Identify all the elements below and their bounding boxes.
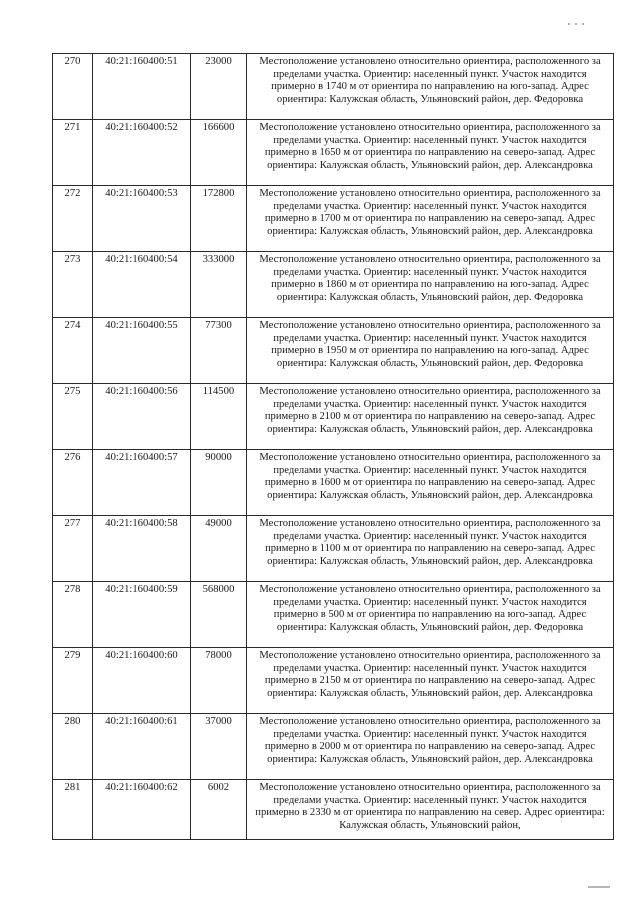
location-description: Местоположение установлено относительно ориентира, расположенного за пределами участка. Ориентир: населенный пункт. Участок находится примерно в 2150 м от ориентира по направлению на северо-запад. Адрес ориентира: Калужская область, Ульяновский район, дер. Александровка <box>247 648 614 714</box>
row-number: 272 <box>53 186 93 252</box>
scan-artifact <box>568 12 598 16</box>
table-row <box>53 252 614 318</box>
cadastral-number: 40:21:160400:61 <box>93 714 191 780</box>
parcel-area: 333000 <box>191 252 247 318</box>
row-number: 273 <box>53 252 93 318</box>
table-row <box>53 648 614 714</box>
cadastral-number: 40:21:160400:59 <box>93 582 191 648</box>
parcel-area: 166600 <box>191 120 247 186</box>
cadastral-number: 40:21:160400:52 <box>93 120 191 186</box>
parcel-area: 114500 <box>191 384 247 450</box>
table-row <box>53 780 614 840</box>
parcel-area: 23000 <box>191 54 247 120</box>
location-description: Местоположение установлено относительно ориентира, расположенного за пределами участка. Ориентир: населенный пункт. Участок находится примерно в 1650 м от ориентира по направлению на северо-запад. Адрес ориентира: Калужская область, Ульяновский район, дер. Александровка <box>247 120 614 186</box>
row-number: 274 <box>53 318 93 384</box>
row-number: 276 <box>53 450 93 516</box>
table-row <box>53 186 614 252</box>
scan-artifact <box>588 886 610 888</box>
parcel-area: 90000 <box>191 450 247 516</box>
parcel-area: 78000 <box>191 648 247 714</box>
cadastral-number: 40:21:160400:54 <box>93 252 191 318</box>
location-description: Местоположение установлено относительно ориентира, расположенного за пределами участка. Ориентир: населенный пункт. Участок находится примерно в 1740 м от ориентира по направлению на юго-запад. Адрес ориентира: Калужская область, Ульяновский район, дер. Федоровка <box>247 54 614 120</box>
parcel-area: 37000 <box>191 714 247 780</box>
location-description: Местоположение установлено относительно ориентира, расположенного за пределами участка. Ориентир: населенный пункт. Участок находится примерно в 1700 м от ориентира по направлению на северо-запад. Адрес ориентира: Калужская область, Ульяновский район, дер. Александровка <box>247 186 614 252</box>
row-number: 278 <box>53 582 93 648</box>
parcel-area: 6002 <box>191 780 247 840</box>
table-row <box>53 120 614 186</box>
row-number: 270 <box>53 54 93 120</box>
table-row <box>53 318 614 384</box>
table-row <box>53 54 614 120</box>
table-row <box>53 516 614 582</box>
parcel-area: 49000 <box>191 516 247 582</box>
location-description: Местоположение установлено относительно ориентира, расположенного за пределами участка. Ориентир: населенный пункт. Участок находится примерно в 1860 м от ориентира по направлению на юго-запад. Адрес ориентира: Калужская область, Ульяновский район, дер. Федоровка <box>247 252 614 318</box>
land-parcels-table <box>52 53 614 840</box>
location-description: Местоположение установлено относительно ориентира, расположенного за пределами участка. Ориентир: населенный пункт. Участок находится примерно в 2100 м от ориентира по направлению на северо-запад. Адрес ориентира: Калужская область, Ульяновский район, дер. Александровка <box>247 384 614 450</box>
location-description: Местоположение установлено относительно ориентира, расположенного за пределами участка. Ориентир: населенный пункт. Участок находится примерно в 500 м от ориентира по направлению на юго-запад. Адрес ориентира: Калужская область, Ульяновский район, дер. Федоровка <box>247 582 614 648</box>
row-number: 280 <box>53 714 93 780</box>
location-description: Местоположение установлено относительно ориентира, расположенного за пределами участка. Ориентир: населенный пункт. Участок находится примерно в 1600 м от ориентира по направлению на северо-запад. Адрес ориентира: Калужская область, Ульяновский район, дер. Александровка <box>247 450 614 516</box>
cadastral-number: 40:21:160400:60 <box>93 648 191 714</box>
cadastral-number: 40:21:160400:56 <box>93 384 191 450</box>
row-number: 275 <box>53 384 93 450</box>
cadastral-number: 40:21:160400:53 <box>93 186 191 252</box>
row-number: 277 <box>53 516 93 582</box>
cadastral-number: 40:21:160400:62 <box>93 780 191 840</box>
row-number: 279 <box>53 648 93 714</box>
location-description: Местоположение установлено относительно ориентира, расположенного за пределами участка. Ориентир: населенный пункт. Участок находится примерно в 2000 м от ориентира по направлению на северо-запад. Адрес ориентира: Калужская область, Ульяновский район, дер. Александровка <box>247 714 614 780</box>
table-row <box>53 582 614 648</box>
table-row <box>53 450 614 516</box>
cadastral-number: 40:21:160400:51 <box>93 54 191 120</box>
parcel-area: 568000 <box>191 582 247 648</box>
location-description: Местоположение установлено относительно ориентира, расположенного за пределами участка. Ориентир: населенный пункт. Участок находится примерно в 1100 м от ориентира по направлению на северо-запад. Адрес ориентира: Калужская область, Ульяновский район, дер. Александровка <box>247 516 614 582</box>
location-description: Местоположение установлено относительно ориентира, расположенного за пределами участка. Ориентир: населенный пункт. Участок находится примерно в 2330 м от ориентира по направлению на север. Адрес ориентира: Калужская область, Ульяновский район, <box>247 780 614 840</box>
row-number: 281 <box>53 780 93 840</box>
table-row <box>53 384 614 450</box>
table-row <box>53 714 614 780</box>
row-number: 271 <box>53 120 93 186</box>
cadastral-number: 40:21:160400:55 <box>93 318 191 384</box>
parcel-area: 77300 <box>191 318 247 384</box>
cadastral-number: 40:21:160400:58 <box>93 516 191 582</box>
location-description: Местоположение установлено относительно ориентира, расположенного за пределами участка. Ориентир: населенный пункт. Участок находится примерно в 1950 м от ориентира по направлению на юго-запад. Адрес ориентира: Калужская область, Ульяновский район, дер. Федоровка <box>247 318 614 384</box>
cadastral-number: 40:21:160400:57 <box>93 450 191 516</box>
parcel-area: 172800 <box>191 186 247 252</box>
